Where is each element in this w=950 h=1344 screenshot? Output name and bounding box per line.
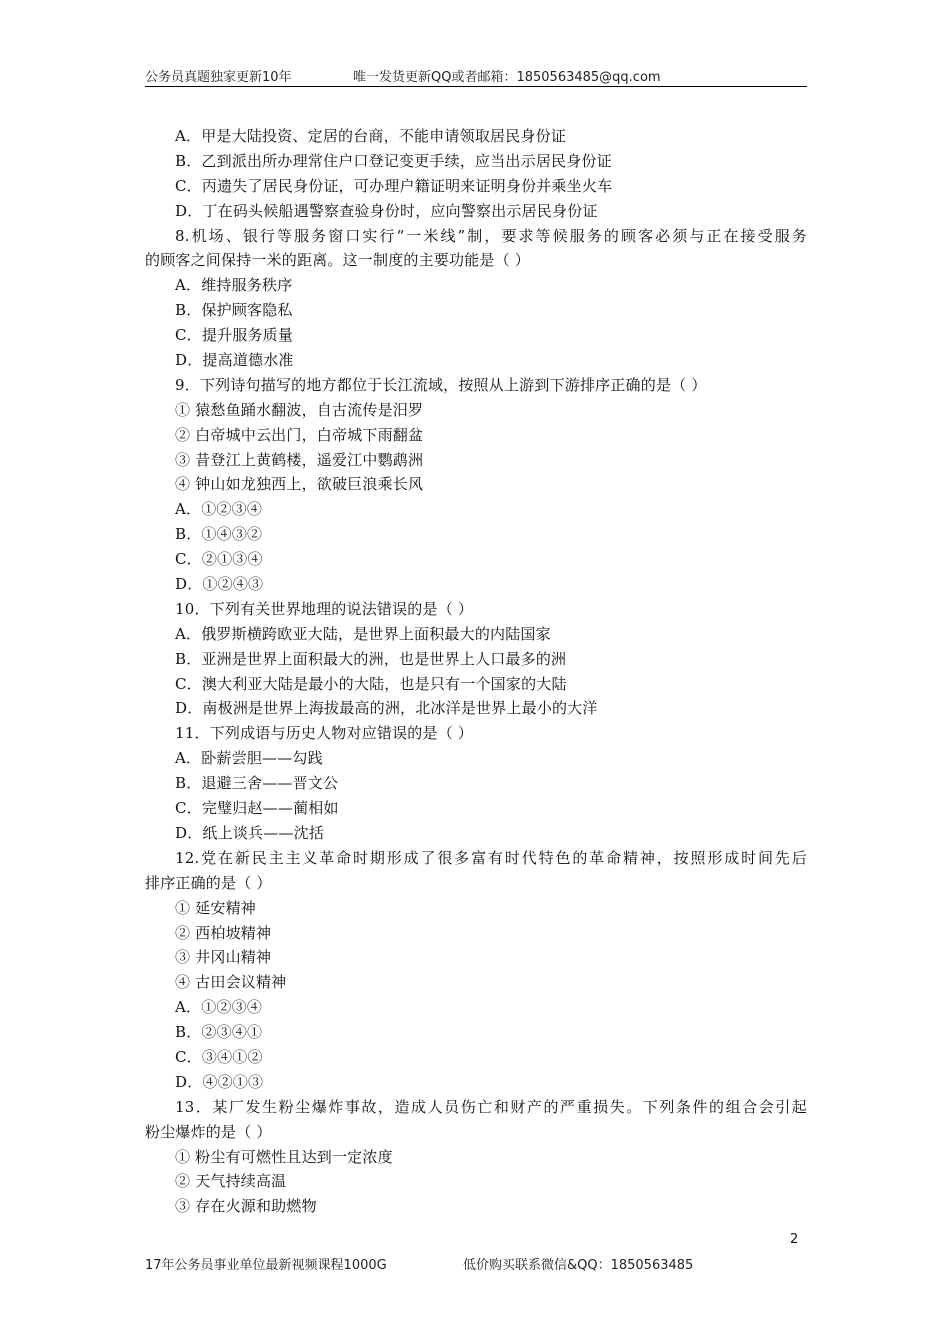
question-12-stem: 12.党在新民主主义革命时期形成了很多富有时代特色的革命精神，按照形成时间先后 [175, 848, 807, 867]
option-line: C．澳大利亚大陆是最小的大陆，也是只有一个国家的大陆 [175, 674, 567, 693]
footer-right-text: 低价购买联系微信&QQ：1850563485 [463, 1258, 694, 1273]
question-9-stem: 9．下列诗句描写的地方都位于长江流域，按照从上游到下游排序正确的是（ ） [175, 375, 707, 394]
statement-line: ④ 古田会议精神 [175, 973, 287, 992]
statement-line: ① 延安精神 [175, 898, 256, 917]
option-line: C．③④①② [175, 1047, 263, 1066]
option-line: D．丁在码头候船遇警察查验身份时，应向警察出示居民身份证 [175, 201, 598, 220]
option-line: A．①②③④ [175, 500, 263, 519]
option-line: B．退避三舍——晋文公 [175, 774, 339, 793]
statement-line: ③ 存在火源和助燃物 [175, 1197, 317, 1216]
option-line: B．亚洲是世界上面积最大的洲，也是世界上人口最多的洲 [175, 649, 567, 668]
option-line: C．②①③④ [175, 550, 263, 569]
option-line: D．①②④③ [175, 575, 264, 594]
question-8-stem: 8.机场、银行等服务窗口实行“一米线”制，要求等候服务的顾客必须与正在接受服务 [175, 226, 807, 245]
question-8-stem-cont: 的顾客之间保持一米的距离。这一制度的主要功能是（ ） [145, 251, 530, 270]
page-header [145, 64, 807, 87]
statement-line: ① 粉尘有可燃性且达到一定浓度 [175, 1147, 393, 1166]
option-line: D．纸上谈兵——沈括 [175, 823, 325, 842]
question-13-stem-cont: 粉尘爆炸的是（ ） [145, 1122, 272, 1141]
page-number: 2 [790, 1232, 799, 1247]
question-12-stem-cont: 排序正确的是（ ） [145, 873, 272, 892]
statement-line: ③ 井冈山精神 [175, 948, 272, 967]
option-line: D．④②①③ [175, 1072, 264, 1091]
option-line: C．提升服务质量 [175, 326, 294, 345]
statement-line: ① 猿愁鱼踊水翻波，自古流传是汨罗 [175, 400, 424, 419]
footer-left-text: 17年公务员事业单位最新视频课程1000G [145, 1258, 387, 1273]
question-10-stem: 10．下列有关世界地理的说法错误的是（ ） [175, 599, 474, 618]
option-line: C．丙遗失了居民身份证，可办理户籍证明来证明身份并乘坐火车 [175, 176, 613, 195]
question-13-stem: 13．某厂发生粉尘爆炸事故，造成人员伤亡和财产的严重损失。下列条件的组合会引起 [175, 1097, 807, 1116]
statement-line: ② 西柏坡精神 [175, 923, 272, 942]
statement-line: ③ 昔登江上黄鹤楼，遥爱江中鹦鹉洲 [175, 450, 424, 469]
option-line: B．乙到派出所办理常住户口登记变更手续，应当出示居民身份证 [175, 151, 612, 170]
option-line: B．②③④① [175, 1023, 263, 1042]
option-line: A．卧薪尝胆——勾践 [175, 749, 323, 768]
option-line: C．完璧归赵——蔺相如 [175, 799, 339, 818]
option-line: A．甲是大陆投资、定居的台商，不能申请领取居民身份证 [175, 127, 567, 145]
option-line: A．俄罗斯横跨欧亚大陆，是世界上面积最大的内陆国家 [175, 624, 551, 643]
statement-line: ④ 钟山如龙独西上，欲破巨浪乘长风 [175, 475, 424, 494]
option-line: B．①④③② [175, 525, 263, 544]
option-line: D．南极洲是世界上海拔最高的洲，北冰洋是世界上最小的大洋 [175, 699, 598, 718]
question-11-stem: 11．下列成语与历史人物对应错误的是（ ） [175, 724, 474, 743]
statement-line: ② 天气持续高温 [175, 1172, 287, 1191]
header-left-text: 公务员真题独家更新10年 [145, 70, 292, 85]
option-line: B．保护顾客隐私 [175, 301, 293, 320]
option-line: D．提高道德水准 [175, 351, 294, 370]
header-right-text: 唯一发货更新QQ或者邮箱：1850563485@qq.com [353, 70, 661, 85]
statement-line: ② 白帝城中云出门，白帝城下雨翻盆 [175, 425, 424, 444]
page-footer [145, 1254, 807, 1274]
option-line: A．①②③④ [175, 998, 263, 1017]
document-body [145, 124, 807, 1219]
option-line: A．维持服务秩序 [175, 276, 293, 295]
